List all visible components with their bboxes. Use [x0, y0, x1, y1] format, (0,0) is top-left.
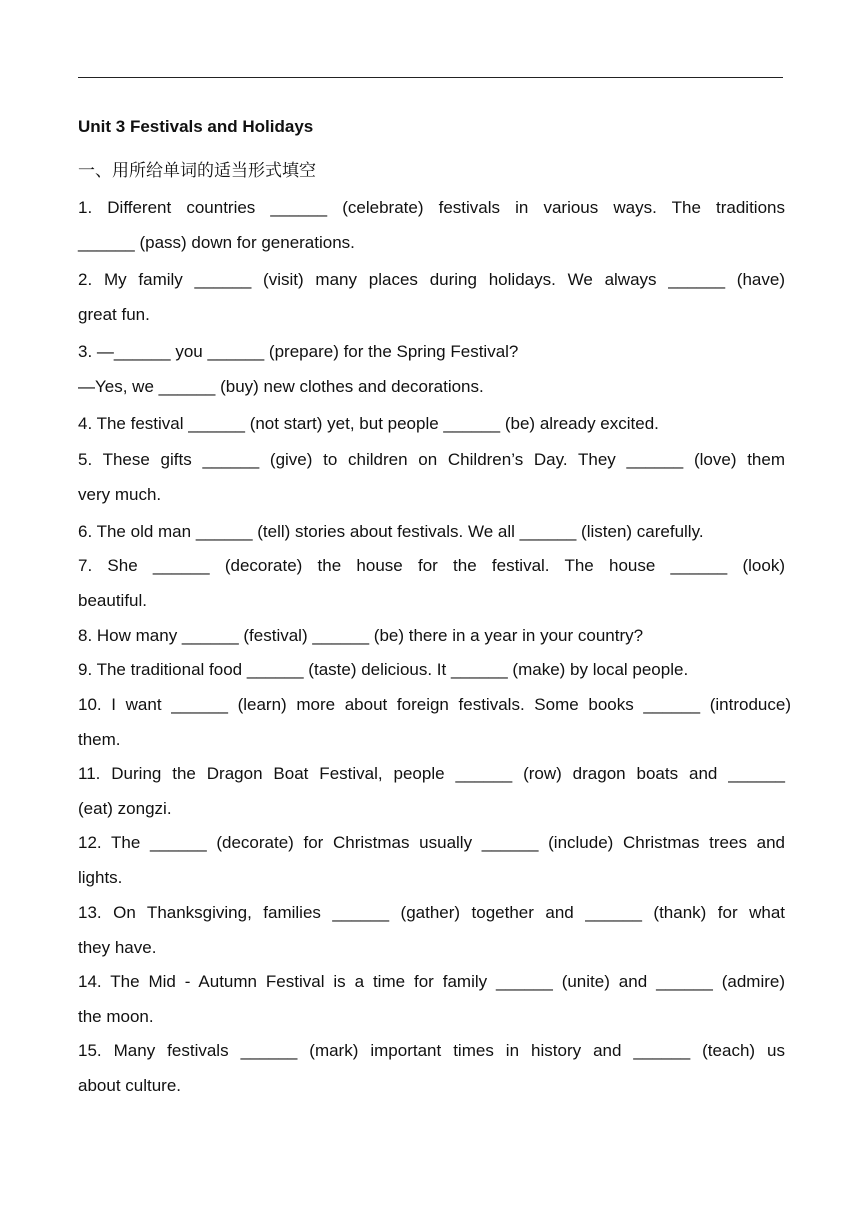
question-line: 12. The ______ (decorate) for Christmas usually ______ (include) Christmas trees and: [78, 833, 785, 852]
question-line: they have.: [78, 938, 157, 957]
question-6: [78, 514, 785, 549]
question-1: [78, 190, 785, 260]
header-rule: [78, 77, 783, 78]
question-4: [78, 406, 785, 441]
question-line: the moon.: [78, 1007, 154, 1026]
question-line: great fun.: [78, 305, 150, 324]
question-line: very much.: [78, 485, 162, 504]
question-line: 4. The festival ______ (not start) yet, but people ______ (be) already excited.: [78, 414, 659, 433]
question-line: 11. During the Dragon Boat Festival, people ______ (row) dragon boats and ______: [78, 764, 785, 783]
question-10: [78, 687, 791, 757]
question-line: 9. The traditional food ______ (taste) delicious. It ______ (make) by local people.: [78, 660, 689, 679]
question-line: 10. I want ______ (learn) more about foreign festivals. Some books ______ (introduce): [78, 695, 791, 714]
question-line: beautiful.: [78, 591, 147, 610]
question-8: [78, 618, 785, 653]
question-line: 5. These gifts ______ (give) to children on Children’s Day. They ______ (love) them: [78, 450, 785, 469]
question-line: ______ (pass) down for generations.: [78, 233, 355, 252]
question-line: 15. Many festivals ______ (mark) important times in history and ______ (teach) us: [78, 1041, 785, 1060]
section-heading: 一、用所给单词的适当形式填空: [78, 161, 316, 181]
question-13: [78, 895, 785, 965]
question-line: 3. —______ you ______ (prepare) for the Spring Festival?: [78, 342, 519, 361]
question-7: [78, 548, 785, 618]
question-line: 7. She ______ (decorate) the house for the festival. The house ______ (look): [78, 556, 785, 575]
question-line: 13. On Thanksgiving, families ______ (gather) together and ______ (thank) for what: [78, 903, 785, 922]
question-11: [78, 756, 785, 826]
question-line: about culture.: [78, 1076, 182, 1095]
question-2: [78, 262, 785, 332]
question-9: [78, 652, 785, 687]
question-line: 1. Different countries ______ (celebrate) festivals in various ways. The traditions: [78, 198, 785, 217]
question-line: 2. My family ______ (visit) many places during holidays. We always ______ (have): [78, 270, 785, 289]
question-12: [78, 825, 785, 895]
question-14: [78, 964, 785, 1034]
question-line: (eat) zongzi.: [78, 799, 172, 818]
question-line: lights.: [78, 868, 123, 887]
question-line: them.: [78, 730, 121, 749]
question-3: [78, 334, 785, 404]
question-line: —Yes, we ______ (buy) new clothes and decorations.: [78, 377, 484, 396]
question-15: [78, 1033, 785, 1103]
question-line: 6. The old man ______ (tell) stories about festivals. We all ______ (listen) carefully.: [78, 522, 704, 541]
page-title: Unit 3 Festivals and Holidays: [78, 117, 314, 136]
question-line: 14. The Mid - Autumn Festival is a time for family ______ (unite) and ______ (admire): [78, 972, 785, 991]
question-line: 8. How many ______ (festival) ______ (be) there in a year in your country?: [78, 626, 644, 645]
question-5: [78, 442, 785, 512]
